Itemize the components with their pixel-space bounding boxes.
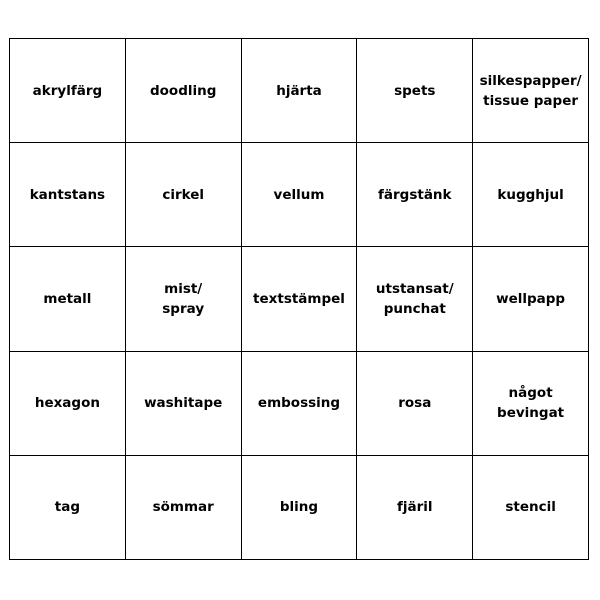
bingo-cell <box>473 456 589 560</box>
bingo-cell <box>126 456 242 560</box>
bingo-cell-label: mist/ spray <box>162 280 205 317</box>
bingo-cell <box>10 352 126 456</box>
bingo-cell <box>126 247 242 351</box>
bingo-cell <box>357 143 473 247</box>
bingo-cell-label: stencil <box>505 499 556 516</box>
bingo-cell-label: vellum <box>273 186 325 203</box>
bingo-cell <box>242 352 358 456</box>
bingo-cell <box>357 247 473 351</box>
bingo-cell-label: akrylfärg <box>32 82 103 99</box>
bingo-cell-label: textstämpel <box>253 290 345 307</box>
bingo-cell <box>473 247 589 351</box>
bingo-cell <box>10 456 126 560</box>
bingo-cell <box>126 143 242 247</box>
bingo-cell <box>242 247 358 351</box>
bingo-cell-label: hjärta <box>276 82 322 99</box>
bingo-cell <box>10 247 126 351</box>
bingo-cell-label: kantstans <box>29 186 106 203</box>
bingo-cell-label: färgstänk <box>378 186 452 203</box>
bingo-cell <box>126 39 242 143</box>
bingo-cell-label: embossing <box>257 395 341 412</box>
bingo-board <box>9 38 589 560</box>
bingo-cell <box>357 352 473 456</box>
bingo-cell-label: tag <box>54 499 81 516</box>
bingo-cell-label: fjäril <box>397 499 433 516</box>
bingo-cell-label: något bevingat <box>497 385 565 422</box>
bingo-cell-label: cirkel <box>162 186 205 203</box>
bingo-cell <box>473 39 589 143</box>
bingo-cell <box>357 39 473 143</box>
bingo-cell <box>242 39 358 143</box>
bingo-cell <box>473 352 589 456</box>
bingo-cell-label: bling <box>279 499 319 516</box>
bingo-cell-label: wellpapp <box>496 290 566 307</box>
bingo-cell <box>10 143 126 247</box>
bingo-cell-label: hexagon <box>34 395 100 412</box>
bingo-cell <box>242 456 358 560</box>
bingo-cell-label: washitape <box>144 395 223 412</box>
bingo-cell <box>10 39 126 143</box>
bingo-cell <box>126 352 242 456</box>
bingo-cell-label: doodling <box>149 82 217 99</box>
bingo-cell-label: rosa <box>398 395 432 412</box>
bingo-cell-label: silkespapper/ tissue paper <box>479 72 582 109</box>
bingo-cell <box>473 143 589 247</box>
bingo-cell-label: utstansat/ punchat <box>375 280 454 317</box>
bingo-cell-label: metall <box>43 290 92 307</box>
bingo-cell <box>357 456 473 560</box>
bingo-cell-label: spets <box>394 82 436 99</box>
bingo-cell-label: kugghjul <box>497 186 564 203</box>
bingo-cell <box>242 143 358 247</box>
bingo-cell-label: sömmar <box>152 499 214 516</box>
